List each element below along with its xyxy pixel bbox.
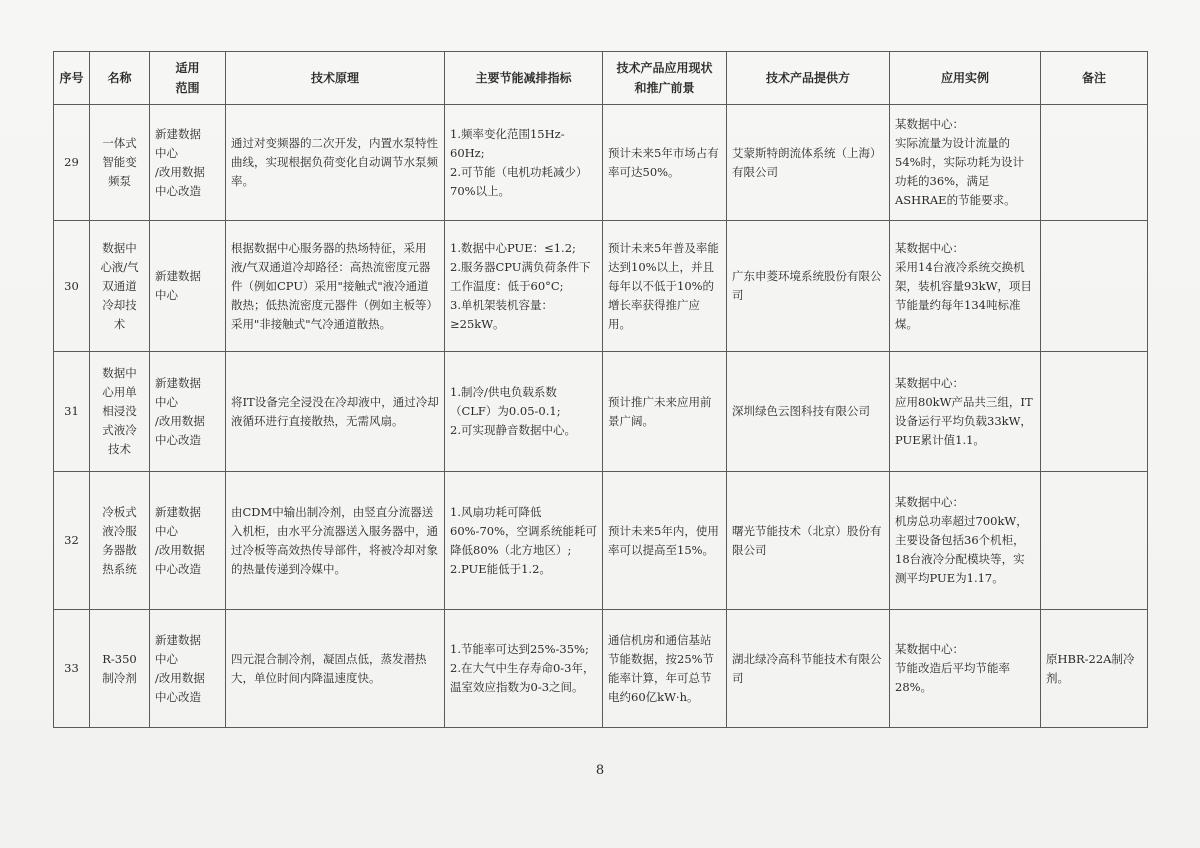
- cell-case: 某数据中心： 机房总功率超过700kW，主要设备包括36个机柜，18台液冷分配模块等，实测平均PUE为1.17。: [890, 472, 1041, 610]
- cell-indicators: 1.频率变化范围15Hz-60Hz; 2.可节能（电机功耗减少）70%以上。: [445, 105, 603, 221]
- cell-scope: 新建数据 中心: [150, 221, 226, 352]
- cell-name: 一体式 智能变 频泵: [90, 105, 150, 221]
- cell-note: [1041, 352, 1148, 472]
- cell-note: [1041, 221, 1148, 352]
- cell-provider: 广东申菱环境系统股份有限公司: [727, 221, 890, 352]
- cell-prospect: 预计未来5年市场占有率可达50%。: [603, 105, 727, 221]
- header-seq: 序号: [54, 52, 90, 105]
- cell-case: 某数据中心： 实际流量为设计流量的54%时，实际功耗为设计功耗的36%，满足ASHRAE的节能要求。: [890, 105, 1041, 221]
- table-row: [54, 610, 1148, 728]
- cell-prospect: 通信机房和通信基站节能数据，按25%节能率计算，年可总节电约60亿kW·h。: [603, 610, 727, 728]
- cell-provider: 湖北绿冷高科节能技术有限公司: [727, 610, 890, 728]
- table-row: [54, 105, 1148, 221]
- header-indicators: 主要节能减排指标: [445, 52, 603, 105]
- technology-table: [53, 51, 1148, 728]
- table-row: [54, 472, 1148, 610]
- cell-indicators: 1.数据中心PUE：≤1.2; 2.服务器CPU满负荷条件下工作温度：低于60°C; 3.单机架装机容量：≥25kW。: [445, 221, 603, 352]
- cell-name: R-350 制冷剂: [90, 610, 150, 728]
- cell-seq: 33: [54, 610, 90, 728]
- cell-seq: 29: [54, 105, 90, 221]
- table-row: [54, 352, 1148, 472]
- cell-name: 冷板式 液冷服 务器散 热系统: [90, 472, 150, 610]
- cell-seq: 30: [54, 221, 90, 352]
- cell-indicators: 1.制冷/供电负载系数（CLF）为0.05-0.1; 2.可实现静音数据中心。: [445, 352, 603, 472]
- cell-name: 数据中 心用单 相浸没 式液冷 技术: [90, 352, 150, 472]
- cell-scope: 新建数据 中心 /改用数据 中心改造: [150, 610, 226, 728]
- cell-indicators: 1.节能率可达到25%-35%; 2.在大气中生存寿命0-3年，温室效应指数为0-3之间。: [445, 610, 603, 728]
- cell-note: [1041, 105, 1148, 221]
- header-note: 备注: [1041, 52, 1148, 105]
- header-provider: 技术产品提供方: [727, 52, 890, 105]
- cell-scope: 新建数据 中心 /改用数据 中心改造: [150, 352, 226, 472]
- cell-indicators: 1.风扇功耗可降低60%-70%，空调系统能耗可降低80%（北方地区）; 2.PUE能低于1.2。: [445, 472, 603, 610]
- header-principle: 技术原理: [226, 52, 445, 105]
- table-row: [54, 221, 1148, 352]
- cell-principle: 将IT设备完全浸没在冷却液中，通过冷却液循环进行直接散热，无需风扇。: [226, 352, 445, 472]
- page-number: 8: [595, 763, 605, 778]
- cell-scope: 新建数据 中心 /改用数据 中心改造: [150, 105, 226, 221]
- header-case: 应用实例: [890, 52, 1041, 105]
- cell-scope: 新建数据 中心 /改用数据 中心改造: [150, 472, 226, 610]
- cell-prospect: 预计未来5年内，使用率可以提高至15%。: [603, 472, 727, 610]
- cell-principle: 通过对变频器的二次开发，内置水泵特性曲线，实现根据负荷变化自动调节水泵频率。: [226, 105, 445, 221]
- cell-seq: 31: [54, 352, 90, 472]
- cell-case: 某数据中心： 采用14台液冷系统交换机架，装机容量93kW，项目节能量约每年134吨标准煤。: [890, 221, 1041, 352]
- header-prospect: 技术产品应用现状 和推广前景: [603, 52, 727, 105]
- cell-principle: 四元混合制冷剂，凝固点低，蒸发潜热大，单位时间内降温速度快。: [226, 610, 445, 728]
- cell-provider: 曙光节能技术（北京）股份有限公司: [727, 472, 890, 610]
- cell-case: 某数据中心： 应用80kW产品共三组，IT设备运行平均负载33kW，PUE累计值1.1。: [890, 352, 1041, 472]
- cell-note: 原HBR-22A制冷剂。: [1041, 610, 1148, 728]
- cell-case: 某数据中心： 节能改造后平均节能率28%。: [890, 610, 1041, 728]
- header-row: [54, 52, 1148, 105]
- cell-provider: 深圳绿色云图科技有限公司: [727, 352, 890, 472]
- cell-prospect: 预计未来5年普及率能达到10%以上，并且每年以不低于10%的增长率获得推广应用。: [603, 221, 727, 352]
- cell-name: 数据中 心液/气 双通道 冷却技 术: [90, 221, 150, 352]
- cell-provider: 艾蒙斯特朗流体系统（上海）有限公司: [727, 105, 890, 221]
- cell-principle: 由CDM中输出制冷剂，由竖直分流器送入机柜，由水平分流器送入服务器中，通过冷板等高效热传导部件，将被冷却对象的热量传递到冷媒中。: [226, 472, 445, 610]
- header-name: 名称: [90, 52, 150, 105]
- header-scope: 适用 范围: [150, 52, 226, 105]
- cell-seq: 32: [54, 472, 90, 610]
- cell-note: [1041, 472, 1148, 610]
- cell-principle: 根据数据中心服务器的热场特征，采用液/气双通道冷却路径：高热流密度元器件（例如CPU）采用"接触式"液冷通道散热；低热流密度元器件（例如主板等）采用"非接触式"气冷通道散热。: [226, 221, 445, 352]
- cell-prospect: 预计推广未来应用前景广阔。: [603, 352, 727, 472]
